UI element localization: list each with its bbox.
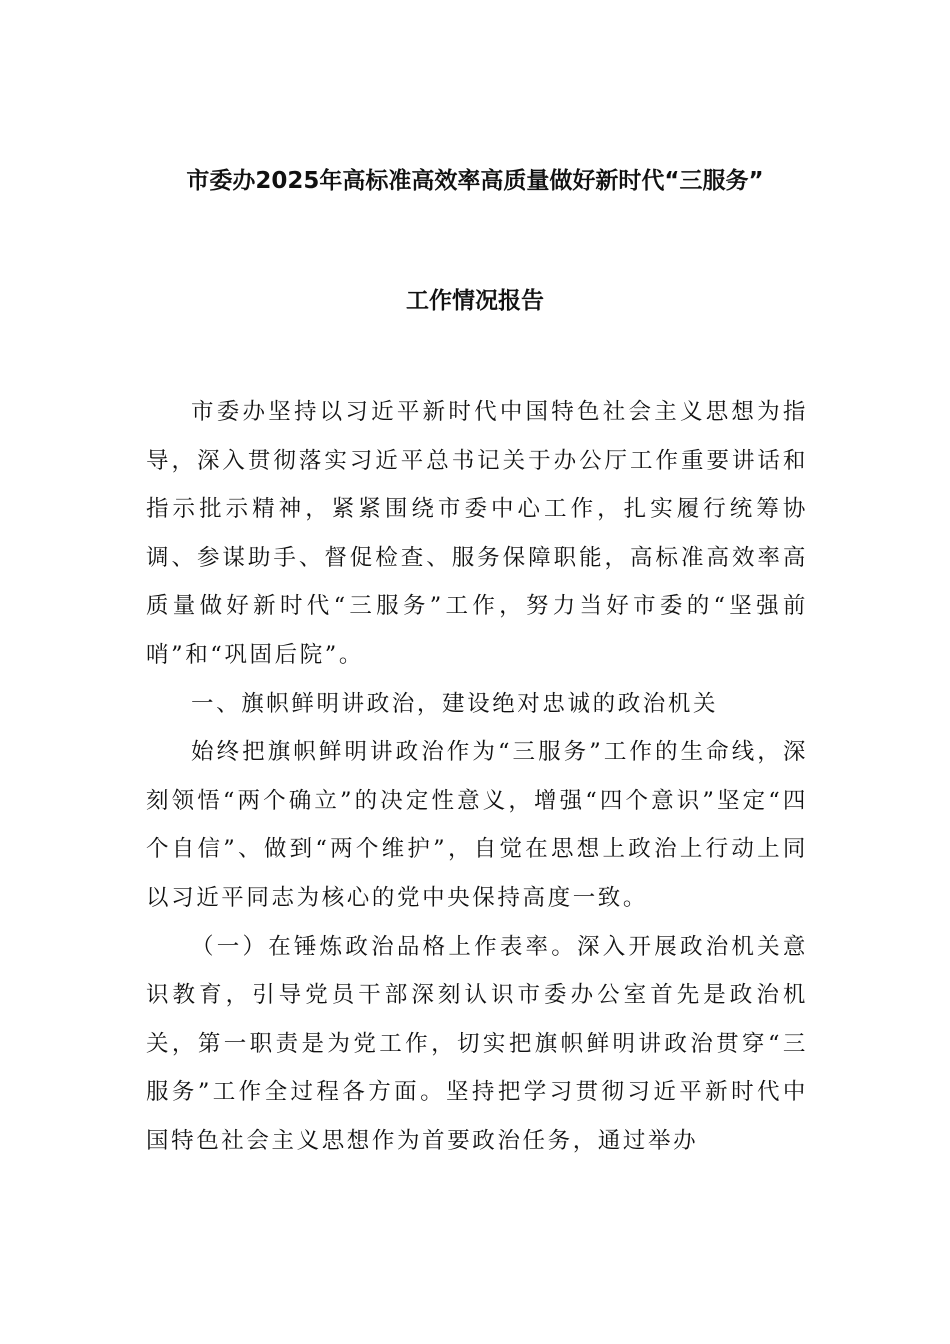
paragraph-subsection-1: （一）在锤炼政治品格上作表率。深入开展政治机关意识教育，引导党员干部深刻认识市委办公室首先是政治机关，第一职责是为党工作，切实把旗帜鲜明讲政治贯穿“三服务”工作全过程各方面。坚持把学习贯彻习近平新时代中国特色社会主义思想作为首要政治任务，通过举办 xyxy=(146,933,808,1154)
section-heading-1: 一、旗帜鲜明讲政治，建设绝对忠诚的政治机关 xyxy=(191,690,719,717)
document-title-line-1: 市委办2025年高标准高效率高质量做好新时代“三服务” xyxy=(186,168,764,194)
document-title-line-2: 工作情况报告 xyxy=(406,288,544,314)
document-body xyxy=(146,388,808,1166)
paragraph-section-1: 始终把旗帜鲜明讲政治作为“三服务”工作的生命线，深刻领悟“两个确立”的决定性意义，增强“四个意识”坚定“四个自信”、做到“两个维护”，自觉在思想上政治上行动上同以习近平同志为核心的党中央保持高度一致。 xyxy=(146,739,808,911)
paragraph-intro: 市委办坚持以习近平新时代中国特色社会主义思想为指导，深入贯彻落实习近平总书记关于办公厅工作重要讲话和指示批示精神，紧紧围绕市委中心工作，扎实履行统筹协调、参谋助手、督促检查、服务保障职能，高标准高效率高质量做好新时代“三服务”工作，努力当好市委的“坚强前哨”和“巩固后院”。 xyxy=(146,399,808,668)
